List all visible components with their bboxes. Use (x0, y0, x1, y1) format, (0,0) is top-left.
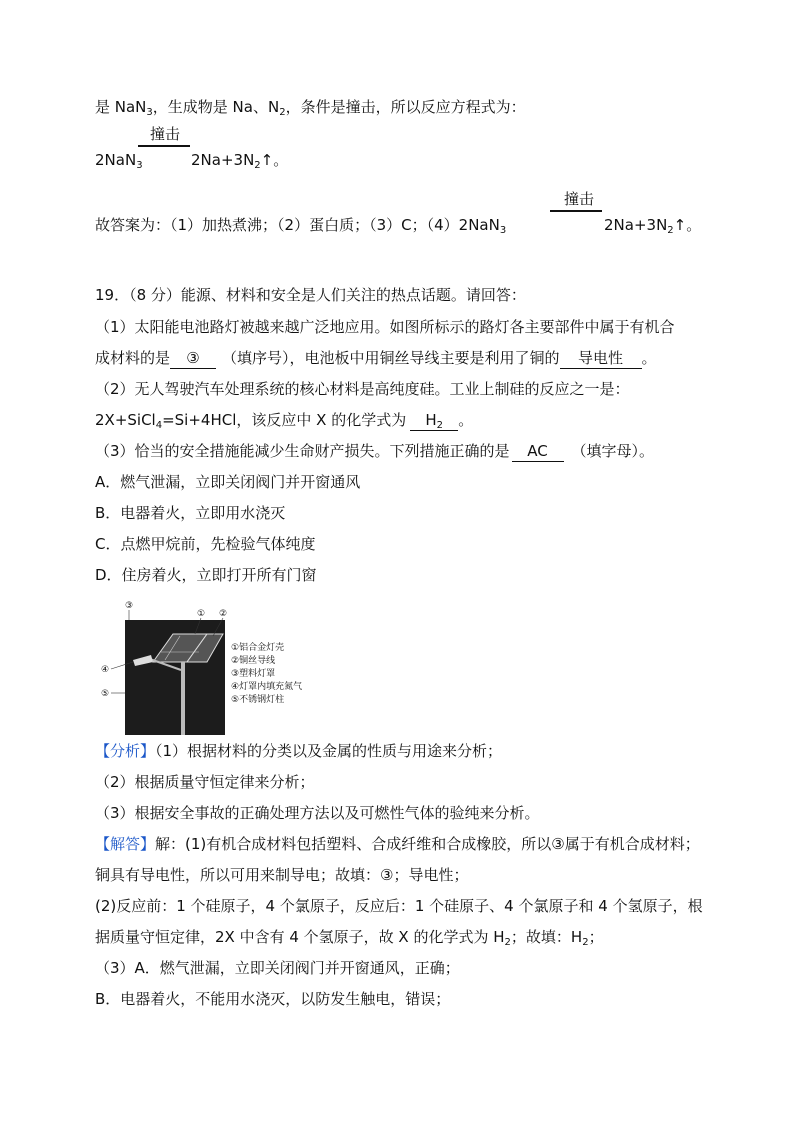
solution-line (95, 834, 700, 854)
legend-item: ④灯罩内填充氮气 (231, 682, 303, 692)
subscript: 2 (504, 937, 511, 948)
text-line (95, 97, 526, 117)
solution-line: B．电器着火，不能用水浇灭，以防发生触电，错误； (95, 990, 451, 1008)
solution-line: （3）A．燃气泄漏，立即关闭阀门并开窗通风，正确； (95, 959, 460, 977)
option-c: C．点燃甲烷前，先检验气体纯度 (95, 535, 316, 553)
callout: ① (197, 609, 206, 619)
text: 2X+SiCl (95, 411, 156, 429)
legend-item: ②铜丝导线 (231, 656, 276, 666)
callout: ⑤ (101, 689, 110, 699)
text: （填字母）。 (571, 442, 655, 460)
legend-item: ①铝合金灯壳 (231, 643, 285, 653)
reaction-condition: 撞击 (149, 125, 180, 143)
text: 解：(1)有机合成材料包括塑料、合成纤维和合成橡胶，所以③属于有机合成材料； (155, 835, 700, 853)
equation-left (95, 150, 143, 170)
analysis-tag: 【分析】 (95, 742, 156, 760)
subscript: 2 (667, 225, 674, 236)
answer-blank (410, 410, 458, 431)
answer-blank: ③ (170, 348, 216, 369)
text: ； (588, 928, 604, 946)
reaction-arrow-bar (138, 145, 190, 147)
text: 据质量守恒定律，2X 中含有 4 个氢原子，故 X 的化学式为 H (95, 928, 505, 946)
answer-line (95, 215, 506, 235)
text: 。 (458, 411, 474, 429)
answer-blank: AC (512, 441, 564, 462)
text: （填序号），电池板中用铜丝导线主要是利用了铜的 (222, 349, 560, 367)
option-a: A．燃气泄漏，立即关闭阀门并开窗通风 (95, 473, 361, 491)
subscript: 2 (436, 420, 444, 431)
callout: ③ (125, 601, 134, 611)
reaction-arrow-bar (550, 210, 602, 212)
text: （3）恰当的安全措施能减少生命财产损失。下列措施正确的是 (95, 442, 510, 460)
subscript: 3 (136, 160, 143, 171)
subscript: 2 (279, 107, 286, 118)
callout: ④ (101, 665, 110, 675)
text: 是 NaN (95, 98, 147, 116)
analysis-line: （3）根据安全事故的正确处理方法以及可燃性气体的验纯来分析。 (95, 804, 540, 822)
legend-item: ⑤不锈钢灯柱 (231, 695, 285, 705)
option-d: D．住房着火，立即打开所有门窗 (95, 566, 317, 584)
text-line (95, 348, 657, 369)
text: 成材料的是 (95, 349, 171, 367)
subscript: 2 (254, 160, 261, 171)
text: 2NaN (95, 151, 137, 169)
reaction-condition: 撞击 (563, 190, 594, 208)
text: ↑。 (673, 216, 702, 234)
street-lamp-figure (95, 600, 335, 735)
legend-item: ③塑料灯罩 (231, 669, 276, 679)
analysis-line: （2）根据质量守恒定律来分析； (95, 773, 315, 791)
text: ，生成物是 Na、N (152, 98, 280, 116)
solution-line: (2)反应前：1 个硅原子，4 个氯原子，反应后：1 个硅原子、4 个氯原子和 4 个氢原子，根 (95, 897, 703, 915)
text-line (95, 441, 654, 462)
solution-line: 铜具有导电性，所以可用来制导电；故填：③；导电性； (95, 866, 469, 884)
lamp-pole (181, 662, 185, 735)
callout: ② (219, 609, 228, 619)
option-b: B．电器着火，立即用水浇灭 (95, 504, 286, 522)
subscript: 4 (155, 420, 163, 431)
analysis-line (95, 741, 502, 761)
subscript: 3 (146, 107, 153, 118)
text: 。 (641, 349, 657, 367)
text: （1）根据材料的分类以及金属的性质与用途来分析； (155, 742, 503, 760)
text: ↑。 (260, 151, 289, 169)
text-line: （1）太阳能电池路灯被越来越广泛地应用。如图所标示的路灯各主要部件中属于有机合 (95, 318, 675, 336)
subscript: 2 (582, 937, 589, 948)
solution-line (95, 927, 604, 947)
subscript: 3 (499, 225, 507, 236)
text-line (95, 410, 473, 431)
question-title: 19．（8 分）能源、材料和安全是人们关注的热点话题。请回答： (95, 286, 526, 304)
text: 2Na+3N (604, 216, 668, 234)
text-line: （2）无人驾驶汽车处理系统的核心材料是高纯度硅。工业上制硅的反应之一是： (95, 380, 630, 398)
answer-blank: 导电性 (560, 348, 642, 369)
text: ，条件是撞击，所以反应方程式为： (285, 98, 526, 116)
text: =Si+4HCl，该反应中 X 的化学式为 (162, 411, 407, 429)
text: H (425, 411, 437, 429)
text: ；故填：H (510, 928, 583, 946)
answer-line-right (604, 215, 701, 235)
text: 2Na+3N (191, 151, 255, 169)
solution-tag: 【解答】 (95, 835, 156, 853)
equation-right (191, 150, 288, 170)
text: 故答案为：（1）加热煮沸；（2）蛋白质；（3）C；（4）2NaN (95, 216, 500, 234)
